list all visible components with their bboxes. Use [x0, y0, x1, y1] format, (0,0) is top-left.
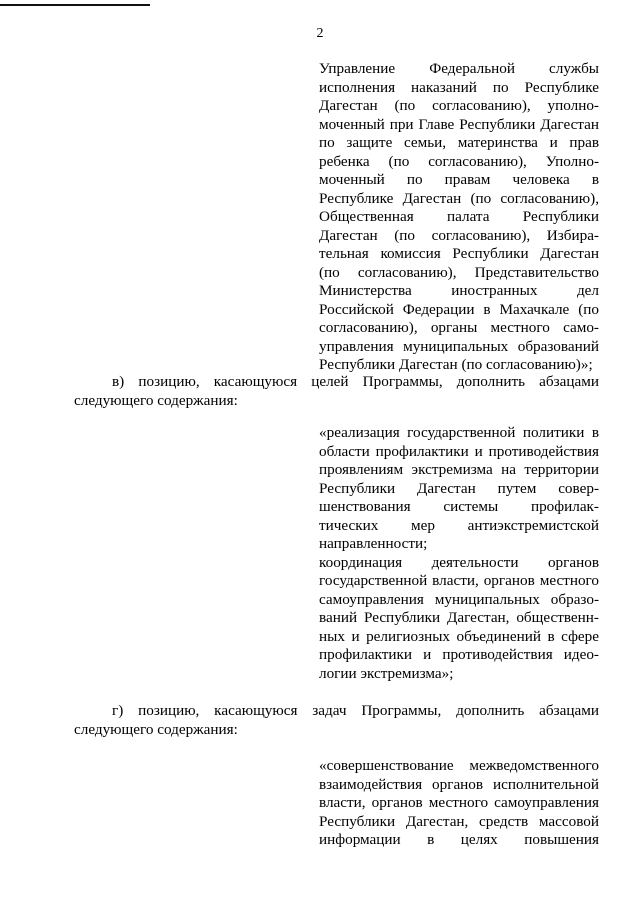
- text-line: Дагестан (по согласованию), Избира-: [319, 226, 599, 244]
- text-line: Республики Дагестан, средств массовой: [319, 812, 599, 830]
- text-line: (по согласованию), Представительство: [319, 263, 599, 281]
- text-line: тельная комиссия Республики Дагестан: [319, 245, 599, 262]
- page-number: 2: [316, 26, 324, 41]
- text-line: шенствования системы профилак-: [319, 498, 599, 515]
- text-line: следующего содержания:: [74, 721, 238, 738]
- text-line: моченный по правам человека в: [319, 171, 599, 188]
- text-line: логии экстремизма»;: [319, 664, 454, 682]
- text-line: тических мер антиэкстремистской: [319, 516, 599, 534]
- text-line: власти, органов местного самоуправления: [319, 794, 599, 811]
- text-line: исполнения наказаний по Республике: [319, 78, 599, 96]
- text-line: Республики Дагестан путем совер-: [319, 479, 599, 497]
- text-line: самоуправления муниципальных образо-: [319, 590, 599, 608]
- text-line: Республики Дагестан (по согласованию)»;: [319, 356, 593, 373]
- text-line: Министерства иностранных дел: [319, 282, 599, 299]
- text-line: управления муниципальных образований: [319, 337, 599, 355]
- text-line: по защите семьи, материнства и прав: [319, 134, 599, 151]
- item-v-paragraph: [74, 372, 599, 410]
- goals-paragraph: [319, 424, 599, 683]
- text-line: в) позицию, касающуюся целей Программы, дополнить абзацами: [112, 373, 599, 390]
- item-g-paragraph: [74, 701, 599, 739]
- text-line: Управление Федеральной службы: [319, 60, 599, 77]
- text-line: проявлениям экстремизма на территории: [319, 461, 599, 478]
- co-executors-paragraph: [319, 60, 599, 375]
- text-line: ребенка (по согласованию), Уполно-: [319, 152, 599, 170]
- text-line: государственной власти, органов местного: [319, 572, 599, 589]
- scan-edge-line: [0, 4, 150, 6]
- text-line: Республике Дагестан (по согласованию),: [319, 189, 599, 207]
- text-line: области профилактики и противодействия: [319, 442, 599, 460]
- text-line: координация деятельности органов: [319, 553, 599, 571]
- text-line: взаимодействия органов исполнительной: [319, 775, 599, 793]
- text-line: моченный при Главе Республики Дагестан: [319, 115, 599, 133]
- text-line: информации в целях повышения: [319, 831, 599, 848]
- text-line: Общественная палата Республики: [319, 208, 599, 225]
- text-line: Дагестан (по согласованию), уполно-: [319, 97, 599, 114]
- text-line: ваний Республики Дагестан, общественн-: [319, 609, 599, 626]
- text-line: г) позицию, касающуюся задач Программы, дополнить абзацами: [112, 702, 599, 719]
- tasks-paragraph: [319, 757, 599, 850]
- text-line: «совершенствование межведомственного: [319, 757, 599, 774]
- text-line: ных и религиозных объединений в сфере: [319, 627, 599, 645]
- text-line: направленности;: [319, 535, 428, 552]
- text-line: следующего содержания:: [74, 392, 238, 409]
- text-line: Российской Федерации в Махачкале (по: [319, 300, 599, 318]
- text-line: согласованию), органы местного само-: [319, 319, 599, 336]
- text-line: профилактики и противодействия идео-: [319, 646, 599, 663]
- text-line: «реализация государственной политики в: [319, 424, 599, 441]
